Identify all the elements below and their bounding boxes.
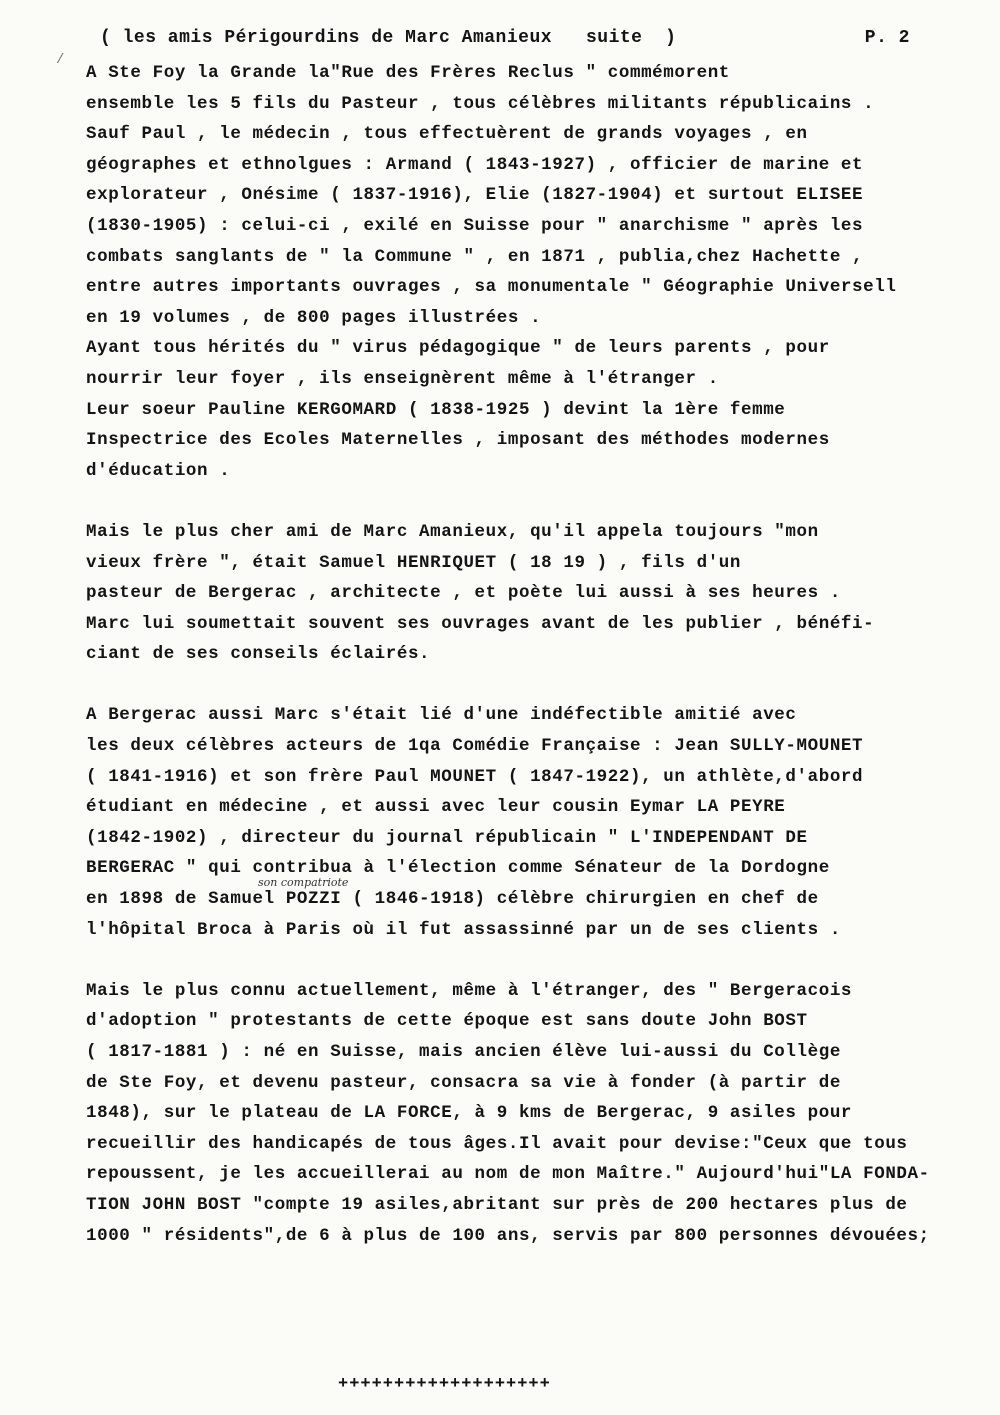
text-line: (1842-1902) , directeur du journal républicain " L'INDEPENDANT DE [86, 827, 808, 848]
header-title: ( les amis Périgourdins de Marc Amanieux suite ) [100, 28, 677, 48]
text-line [86, 670, 996, 701]
body-text [86, 58, 996, 1251]
text-line: ( 1817-1881 ) : né en Suisse, mais ancien élève lui-aussi du Collège [86, 1042, 841, 1062]
text-line: de Ste Foy, et devenu pasteur, consacra sa vie à fonder (à partir de [86, 1072, 841, 1093]
text-line: Sauf Paul , le médecin , tous effectuèrent de grands voyages , en [86, 124, 808, 145]
text-line: Mais le plus connu actuellement, même à l'étranger, des " Bergeracois [86, 980, 853, 1001]
text-line: Mais le plus cher ami de Marc Amanieux, qu'il appela toujours "mon [86, 521, 819, 542]
text-line: étudiant en médecine , et aussi avec leur cousin Eymar LA PEYRE [86, 797, 786, 818]
text-line: ciant de ses conseils éclairés. [86, 644, 431, 665]
text-line: nourrir leur foyer , ils enseignèrent même à l'étranger . [86, 368, 719, 389]
page-header [100, 24, 920, 54]
text-line: repoussent, je les accueillerai au nom de mon Maître." Aujourd'hui"LA FONDA- [86, 1164, 930, 1185]
text-line: les deux célèbres acteurs de 1qa Comédie Française : Jean SULLY-MOUNET [86, 736, 864, 757]
text-line: Inspectrice des Ecoles Maternelles , imposant des méthodes modernes [86, 430, 830, 451]
text-line: d'éducation . [86, 460, 231, 481]
text-line: (1830-1905) : celui-ci , exilé en Suisse pour " anarchisme " après les [86, 215, 864, 236]
text-line: TION JOHN BOST "compte 19 asiles,abritant sur près de 200 hectares plus de [86, 1194, 908, 1215]
text-line: A Bergerac aussi Marc s'était lié d'une indéfectible amitié avec [86, 705, 797, 726]
text-line: entre autres importants ouvrages , sa monumentale " Géographie Universell [86, 277, 897, 298]
text-line: BERGERAC " qui contribua à l'élection comme Sénateur de la Dordogne [86, 858, 830, 879]
text-line: ( 1841-1916) et son frère Paul MOUNET ( 1847-1922), un athlète,d'abord [86, 766, 864, 787]
separator-line: +++++++++++++++++++ [338, 1375, 551, 1394]
margin-mark: / [56, 52, 65, 68]
text-line: Marc lui soumettait souvent ses ouvrages avant de les publier , bénéfi- [86, 613, 875, 634]
text-line: 1000 " résidents",de 6 à plus de 100 ans, servis par 800 personnes dévouées; [86, 1225, 930, 1246]
text-line: en 1898 de Samuel POZZI ( 1846-1918) célèbre chirurgien en chef de [86, 889, 819, 910]
text-line: Leur soeur Pauline KERGOMARD ( 1838-1925 ) devint la 1ère femme [86, 399, 786, 420]
text-line: ensemble les 5 fils du Pasteur , tous célèbres militants républicains . [86, 93, 875, 114]
text-line: combats sanglants de " la Commune " , en 1871 , publia,chez Hachette , [86, 246, 864, 267]
text-line [86, 486, 996, 517]
text-line [86, 945, 996, 976]
text-line: d'adoption " protestants de cette époque est sans doute John BOST [86, 1011, 808, 1032]
text-line: pasteur de Bergerac , architecte , et poète lui aussi à ses heures . [86, 583, 841, 604]
text-line: 1848), sur le plateau de LA FORCE, à 9 kms de Bergerac, 9 asiles pour [86, 1103, 853, 1124]
text-line: géographes et ethnolgues : Armand ( 1843-1927) , officier de marine et [86, 154, 864, 175]
handwritten-annotation: son compatriote [258, 876, 349, 889]
text-line: recueillir des handicapés de tous âges.Il avait pour devise:"Ceux que tous [86, 1133, 908, 1154]
text-line: l'hôpital Broca à Paris où il fut assassinné par un de ses clients . [86, 919, 841, 940]
text-line: Ayant tous hérités du " virus pédagogique " de leurs parents , pour [86, 338, 830, 359]
text-line: explorateur , Onésime ( 1837-1916), Elie (1827-1904) et surtout ELISEE [86, 185, 864, 206]
text-line: en 19 volumes , de 800 pages illustrées . [86, 307, 542, 328]
text-line: vieux frère ", était Samuel HENRIQUET ( 18 19 ) , fils d'un [86, 552, 742, 573]
text-line: A Ste Foy la Grande la"Rue des Frères Reclus " commémorent [86, 63, 730, 83]
page-number: P. 2 [864, 28, 910, 48]
